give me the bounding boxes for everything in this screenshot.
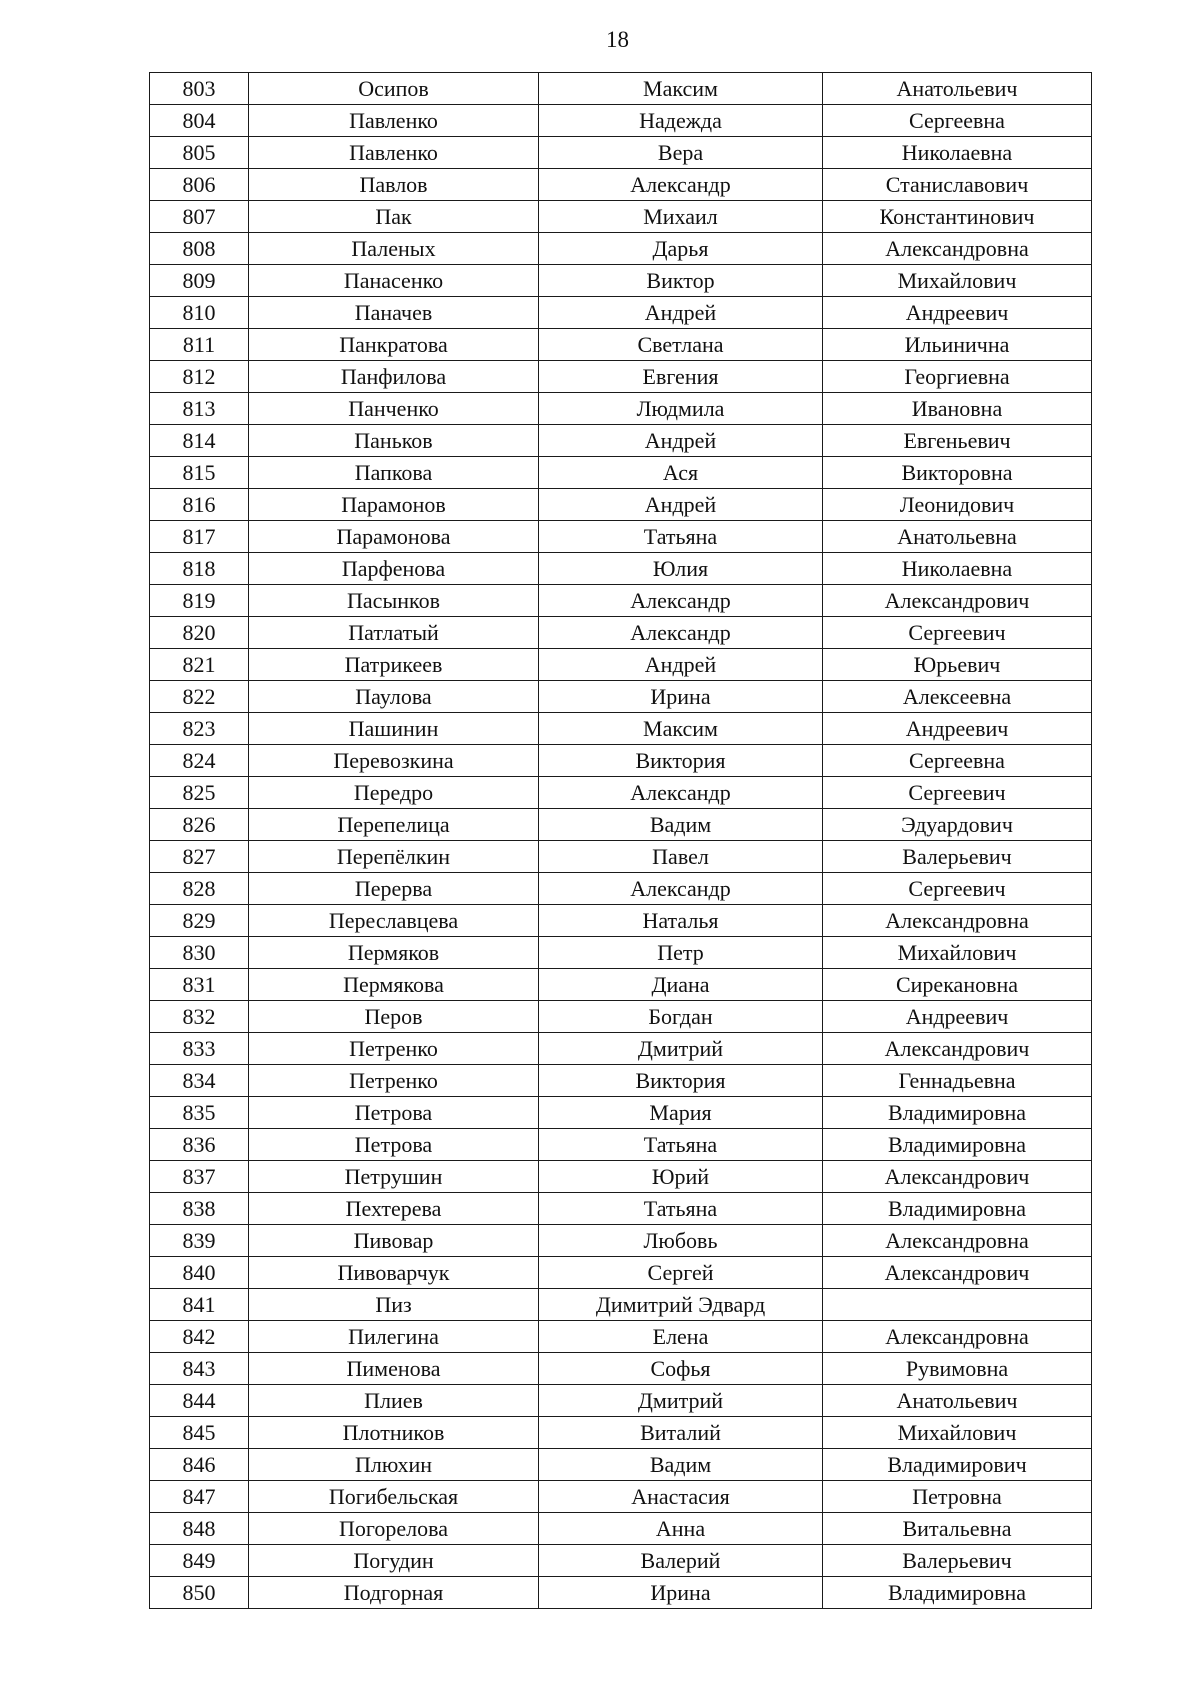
table-row (150, 1449, 1092, 1481)
last-name-cell: Пивоварчук (249, 1257, 539, 1289)
first-name-cell: Ася (539, 457, 823, 489)
patronymic-cell: Валерьевич (823, 841, 1092, 873)
patronymic-cell: Сергеевич (823, 777, 1092, 809)
first-name-cell: Юрий (539, 1161, 823, 1193)
row-number-cell: 844 (150, 1385, 249, 1417)
first-name-cell: Светлана (539, 329, 823, 361)
row-number-cell: 846 (150, 1449, 249, 1481)
page-number: 18 (606, 27, 629, 52)
row-number-cell: 831 (150, 969, 249, 1001)
table-row (150, 1065, 1092, 1097)
row-number-cell: 849 (150, 1545, 249, 1577)
last-name-cell: Плиев (249, 1385, 539, 1417)
first-name-cell: Любовь (539, 1225, 823, 1257)
last-name-cell: Панченко (249, 393, 539, 425)
row-number-cell: 819 (150, 585, 249, 617)
patronymic-cell: Константинович (823, 201, 1092, 233)
last-name-cell: Перевозкина (249, 745, 539, 777)
patronymic-cell: Анатольевич (823, 73, 1092, 105)
last-name-cell: Пилегина (249, 1321, 539, 1353)
last-name-cell: Павленко (249, 105, 539, 137)
row-number-cell: 813 (150, 393, 249, 425)
first-name-cell: Евгения (539, 361, 823, 393)
first-name-cell: Вера (539, 137, 823, 169)
row-number-cell: 837 (150, 1161, 249, 1193)
table-row (150, 329, 1092, 361)
patronymic-cell: Анатольевич (823, 1385, 1092, 1417)
last-name-cell: Павленко (249, 137, 539, 169)
patronymic-cell (823, 1289, 1092, 1321)
table-row (150, 713, 1092, 745)
row-number-cell: 825 (150, 777, 249, 809)
last-name-cell: Паленых (249, 233, 539, 265)
row-number-cell: 833 (150, 1033, 249, 1065)
first-name-cell: Надежда (539, 105, 823, 137)
first-name-cell: Павел (539, 841, 823, 873)
last-name-cell: Паначев (249, 297, 539, 329)
table-row (150, 1577, 1092, 1609)
last-name-cell: Петрушин (249, 1161, 539, 1193)
patronymic-cell: Александрович (823, 1033, 1092, 1065)
patronymic-cell: Сергеевна (823, 105, 1092, 137)
table-row (150, 425, 1092, 457)
first-name-cell: Андрей (539, 297, 823, 329)
row-number-cell: 848 (150, 1513, 249, 1545)
first-name-cell: Наталья (539, 905, 823, 937)
row-number-cell: 816 (150, 489, 249, 521)
last-name-cell: Павлов (249, 169, 539, 201)
last-name-cell: Передро (249, 777, 539, 809)
row-number-cell: 826 (150, 809, 249, 841)
table-row (150, 681, 1092, 713)
last-name-cell: Парамонов (249, 489, 539, 521)
patronymic-cell: Владимирович (823, 1449, 1092, 1481)
table-row (150, 841, 1092, 873)
patronymic-cell: Владимировна (823, 1129, 1092, 1161)
row-number-cell: 828 (150, 873, 249, 905)
last-name-cell: Пименова (249, 1353, 539, 1385)
first-name-cell: Дмитрий (539, 1385, 823, 1417)
row-number-cell: 812 (150, 361, 249, 393)
patronymic-cell: Михайлович (823, 1417, 1092, 1449)
row-number-cell: 810 (150, 297, 249, 329)
patronymic-cell: Георгиевна (823, 361, 1092, 393)
first-name-cell: Татьяна (539, 1193, 823, 1225)
last-name-cell: Паулова (249, 681, 539, 713)
last-name-cell: Погудин (249, 1545, 539, 1577)
table-row (150, 1097, 1092, 1129)
first-name-cell: Анастасия (539, 1481, 823, 1513)
table-row (150, 457, 1092, 489)
row-number-cell: 843 (150, 1353, 249, 1385)
table-row (150, 873, 1092, 905)
first-name-cell: Виктор (539, 265, 823, 297)
row-number-cell: 840 (150, 1257, 249, 1289)
row-number-cell: 815 (150, 457, 249, 489)
patronymic-cell: Ильинична (823, 329, 1092, 361)
last-name-cell: Перепёлкин (249, 841, 539, 873)
names-table-body (150, 73, 1092, 1609)
first-name-cell: Димитрий Эдвард (539, 1289, 823, 1321)
first-name-cell: Татьяна (539, 1129, 823, 1161)
patronymic-cell: Леонидович (823, 489, 1092, 521)
row-number-cell: 824 (150, 745, 249, 777)
row-number-cell: 818 (150, 553, 249, 585)
patronymic-cell: Александровна (823, 1321, 1092, 1353)
patronymic-cell: Эдуардович (823, 809, 1092, 841)
table-row (150, 1033, 1092, 1065)
table-row (150, 393, 1092, 425)
row-number-cell: 847 (150, 1481, 249, 1513)
patronymic-cell: Ивановна (823, 393, 1092, 425)
last-name-cell: Переславцева (249, 905, 539, 937)
first-name-cell: Валерий (539, 1545, 823, 1577)
row-number-cell: 822 (150, 681, 249, 713)
first-name-cell: Александр (539, 169, 823, 201)
patronymic-cell: Александровна (823, 1225, 1092, 1257)
first-name-cell: Виктория (539, 1065, 823, 1097)
first-name-cell: Александр (539, 777, 823, 809)
first-name-cell: Ирина (539, 681, 823, 713)
last-name-cell: Петрова (249, 1129, 539, 1161)
last-name-cell: Петренко (249, 1033, 539, 1065)
row-number-cell: 805 (150, 137, 249, 169)
patronymic-cell: Анатольевна (823, 521, 1092, 553)
patronymic-cell: Александрович (823, 585, 1092, 617)
last-name-cell: Пивовар (249, 1225, 539, 1257)
patronymic-cell: Николаевна (823, 137, 1092, 169)
last-name-cell: Плюхин (249, 1449, 539, 1481)
patronymic-cell: Александровна (823, 905, 1092, 937)
patronymic-cell: Сергеевич (823, 617, 1092, 649)
patronymic-cell: Алексеевна (823, 681, 1092, 713)
last-name-cell: Перепелица (249, 809, 539, 841)
table-row (150, 585, 1092, 617)
row-number-cell: 832 (150, 1001, 249, 1033)
first-name-cell: Ирина (539, 1577, 823, 1609)
patronymic-cell: Андреевич (823, 713, 1092, 745)
patronymic-cell: Александровна (823, 233, 1092, 265)
last-name-cell: Патрикеев (249, 649, 539, 681)
last-name-cell: Погорелова (249, 1513, 539, 1545)
row-number-cell: 835 (150, 1097, 249, 1129)
table-row (150, 105, 1092, 137)
first-name-cell: Вадим (539, 1449, 823, 1481)
table-row (150, 1161, 1092, 1193)
last-name-cell: Парфенова (249, 553, 539, 585)
first-name-cell: Михаил (539, 201, 823, 233)
row-number-cell: 807 (150, 201, 249, 233)
table-row (150, 1193, 1092, 1225)
table-row (150, 1545, 1092, 1577)
first-name-cell: Виктория (539, 745, 823, 777)
first-name-cell: Сергей (539, 1257, 823, 1289)
patronymic-cell: Николаевна (823, 553, 1092, 585)
patronymic-cell: Витальевна (823, 1513, 1092, 1545)
first-name-cell: Богдан (539, 1001, 823, 1033)
first-name-cell: Максим (539, 713, 823, 745)
last-name-cell: Плотников (249, 1417, 539, 1449)
patronymic-cell: Андреевич (823, 1001, 1092, 1033)
last-name-cell: Парамонова (249, 521, 539, 553)
patronymic-cell: Михайлович (823, 937, 1092, 969)
last-name-cell: Петренко (249, 1065, 539, 1097)
last-name-cell: Осипов (249, 73, 539, 105)
first-name-cell: Андрей (539, 489, 823, 521)
last-name-cell: Пиз (249, 1289, 539, 1321)
last-name-cell: Перов (249, 1001, 539, 1033)
last-name-cell: Пак (249, 201, 539, 233)
first-name-cell: Дарья (539, 233, 823, 265)
first-name-cell: Александр (539, 617, 823, 649)
row-number-cell: 838 (150, 1193, 249, 1225)
first-name-cell: Софья (539, 1353, 823, 1385)
last-name-cell: Пермякова (249, 969, 539, 1001)
patronymic-cell: Викторовна (823, 457, 1092, 489)
table-row (150, 1353, 1092, 1385)
table-row (150, 553, 1092, 585)
row-number-cell: 817 (150, 521, 249, 553)
table-row (150, 809, 1092, 841)
first-name-cell: Андрей (539, 425, 823, 457)
row-number-cell: 814 (150, 425, 249, 457)
last-name-cell: Перерва (249, 873, 539, 905)
first-name-cell: Максим (539, 73, 823, 105)
row-number-cell: 811 (150, 329, 249, 361)
last-name-cell: Пасынков (249, 585, 539, 617)
last-name-cell: Панасенко (249, 265, 539, 297)
row-number-cell: 820 (150, 617, 249, 649)
table-row (150, 1513, 1092, 1545)
patronymic-cell: Сергеевна (823, 745, 1092, 777)
last-name-cell: Патлатый (249, 617, 539, 649)
patronymic-cell: Рувимовна (823, 1353, 1092, 1385)
first-name-cell: Татьяна (539, 521, 823, 553)
row-number-cell: 804 (150, 105, 249, 137)
row-number-cell: 829 (150, 905, 249, 937)
table-row (150, 169, 1092, 201)
patronymic-cell: Юрьевич (823, 649, 1092, 681)
first-name-cell: Петр (539, 937, 823, 969)
row-number-cell: 823 (150, 713, 249, 745)
row-number-cell: 836 (150, 1129, 249, 1161)
table-row (150, 745, 1092, 777)
patronymic-cell: Сергеевич (823, 873, 1092, 905)
first-name-cell: Дмитрий (539, 1033, 823, 1065)
table-row (150, 73, 1092, 105)
row-number-cell: 808 (150, 233, 249, 265)
first-name-cell: Андрей (539, 649, 823, 681)
patronymic-cell: Геннадьевна (823, 1065, 1092, 1097)
first-name-cell: Юлия (539, 553, 823, 585)
patronymic-cell: Станиславович (823, 169, 1092, 201)
table-row (150, 265, 1092, 297)
table-row (150, 777, 1092, 809)
first-name-cell: Диана (539, 969, 823, 1001)
patronymic-cell: Сирекановна (823, 969, 1092, 1001)
row-number-cell: 845 (150, 1417, 249, 1449)
row-number-cell: 803 (150, 73, 249, 105)
first-name-cell: Мария (539, 1097, 823, 1129)
row-number-cell: 834 (150, 1065, 249, 1097)
row-number-cell: 830 (150, 937, 249, 969)
first-name-cell: Елена (539, 1321, 823, 1353)
last-name-cell: Пашинин (249, 713, 539, 745)
patronymic-cell: Михайлович (823, 265, 1092, 297)
last-name-cell: Подгорная (249, 1577, 539, 1609)
patronymic-cell: Владимировна (823, 1097, 1092, 1129)
last-name-cell: Погибельская (249, 1481, 539, 1513)
last-name-cell: Пермяков (249, 937, 539, 969)
patronymic-cell: Владимировна (823, 1193, 1092, 1225)
patronymic-cell: Александрович (823, 1257, 1092, 1289)
table-row (150, 1481, 1092, 1513)
row-number-cell: 841 (150, 1289, 249, 1321)
first-name-cell: Александр (539, 873, 823, 905)
table-row (150, 489, 1092, 521)
table-row (150, 905, 1092, 937)
table-row (150, 1385, 1092, 1417)
last-name-cell: Панкратова (249, 329, 539, 361)
last-name-cell: Паньков (249, 425, 539, 457)
table-row (150, 617, 1092, 649)
patronymic-cell: Петровна (823, 1481, 1092, 1513)
names-table (149, 72, 1092, 1609)
first-name-cell: Людмила (539, 393, 823, 425)
row-number-cell: 821 (150, 649, 249, 681)
first-name-cell: Александр (539, 585, 823, 617)
table-row (150, 137, 1092, 169)
last-name-cell: Панфилова (249, 361, 539, 393)
table-row (150, 1257, 1092, 1289)
patronymic-cell: Александрович (823, 1161, 1092, 1193)
last-name-cell: Петрова (249, 1097, 539, 1129)
row-number-cell: 806 (150, 169, 249, 201)
patronymic-cell: Евгеньевич (823, 425, 1092, 457)
first-name-cell: Анна (539, 1513, 823, 1545)
table-row (150, 1417, 1092, 1449)
last-name-cell: Папкова (249, 457, 539, 489)
row-number-cell: 850 (150, 1577, 249, 1609)
table-row (150, 233, 1092, 265)
patronymic-cell: Валерьевич (823, 1545, 1092, 1577)
table-row (150, 297, 1092, 329)
table-row (150, 1225, 1092, 1257)
first-name-cell: Виталий (539, 1417, 823, 1449)
table-row (150, 1321, 1092, 1353)
table-row (150, 649, 1092, 681)
row-number-cell: 839 (150, 1225, 249, 1257)
table-row (150, 1289, 1092, 1321)
last-name-cell: Пехтерева (249, 1193, 539, 1225)
row-number-cell: 827 (150, 841, 249, 873)
row-number-cell: 842 (150, 1321, 249, 1353)
row-number-cell: 809 (150, 265, 249, 297)
patronymic-cell: Андреевич (823, 297, 1092, 329)
table-row (150, 1001, 1092, 1033)
first-name-cell: Вадим (539, 809, 823, 841)
table-row (150, 969, 1092, 1001)
table-row (150, 521, 1092, 553)
table-row (150, 937, 1092, 969)
patronymic-cell: Владимировна (823, 1577, 1092, 1609)
table-row (150, 1129, 1092, 1161)
table-row (150, 361, 1092, 393)
table-row (150, 201, 1092, 233)
